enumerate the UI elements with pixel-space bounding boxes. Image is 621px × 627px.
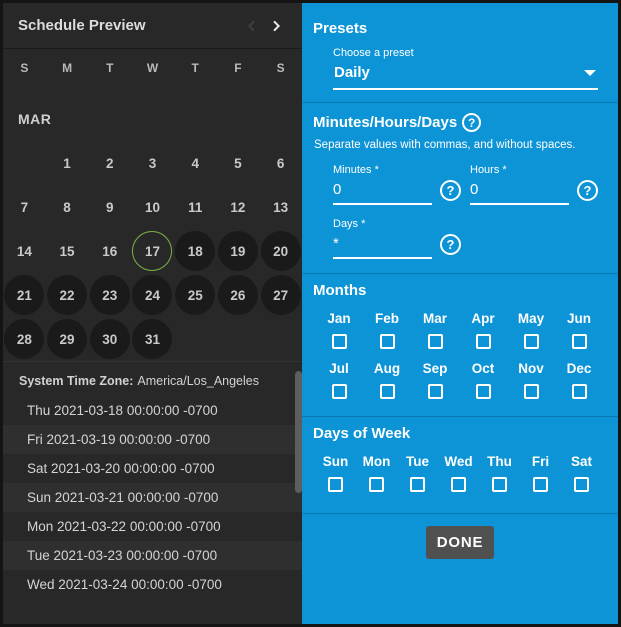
minutes-help-icon[interactable]: ? xyxy=(440,180,461,201)
day-circle: 13 xyxy=(273,199,289,215)
dow-thu-label: Thu xyxy=(487,454,512,469)
day-circle: 18 xyxy=(175,231,215,271)
calendar-day-11[interactable] xyxy=(174,185,217,229)
dow-sun-label: Sun xyxy=(322,454,349,469)
day-circle: 29 xyxy=(47,319,87,359)
calendar-day-21[interactable] xyxy=(3,273,46,317)
days-help-icon[interactable]: ? xyxy=(440,234,461,255)
month-dec-cell xyxy=(555,361,603,404)
month-may-checkbox[interactable] xyxy=(524,334,539,349)
timezone-value: America/Los_Angeles xyxy=(137,374,259,388)
dow-wed-checkbox[interactable] xyxy=(451,477,466,492)
month-dec-label: Dec xyxy=(566,361,592,376)
month-jan-cell xyxy=(315,311,363,354)
scrollbar-thumb[interactable] xyxy=(295,371,302,493)
calendar-day-13[interactable] xyxy=(259,185,302,229)
calendar-empty-cell xyxy=(3,141,46,185)
calendar-day-24[interactable] xyxy=(131,273,174,317)
day-circle: 24 xyxy=(132,275,172,315)
calendar-day-29[interactable] xyxy=(46,317,89,361)
month-jun-label: Jun xyxy=(566,311,591,326)
months-heading: Months xyxy=(313,282,367,299)
calendar-day-6[interactable] xyxy=(259,141,302,185)
footer-section xyxy=(302,513,618,573)
day-circle: 21 xyxy=(4,275,44,315)
day-circle: 26 xyxy=(218,275,258,315)
month-feb-checkbox[interactable] xyxy=(380,334,395,349)
calendar-day-27[interactable] xyxy=(259,273,302,317)
weekday-row xyxy=(3,49,302,87)
month-aug-checkbox[interactable] xyxy=(380,384,395,399)
calendar-day-22[interactable] xyxy=(46,273,89,317)
month-label: MAR xyxy=(18,111,52,127)
month-feb-cell xyxy=(363,311,411,354)
calendar-grid xyxy=(3,141,302,361)
month-oct-checkbox[interactable] xyxy=(476,384,491,399)
month-sep-checkbox[interactable] xyxy=(428,384,443,399)
day-circle: 3 xyxy=(148,155,157,171)
dow-mon-label: Mon xyxy=(362,454,391,469)
weekday-header: M xyxy=(62,61,73,75)
month-jun-checkbox[interactable] xyxy=(572,334,587,349)
preset-selected-value: Daily xyxy=(334,64,370,81)
month-may-label: May xyxy=(517,311,545,326)
day-circle: 17 xyxy=(132,231,172,271)
calendar-empty-cell xyxy=(259,317,302,361)
occurrence-row: Mon 2021-03-22 00:00:00 -0700 xyxy=(27,519,221,534)
month-oct-cell xyxy=(459,361,507,404)
calendar-day-28[interactable] xyxy=(3,317,46,361)
day-circle: 30 xyxy=(90,319,130,359)
schedule-editor-panel xyxy=(302,3,618,624)
month-aug-label: Aug xyxy=(373,361,401,376)
month-dec-checkbox[interactable] xyxy=(572,384,587,399)
occurrence-row: Fri 2021-03-19 00:00:00 -0700 xyxy=(3,425,302,454)
day-circle: 28 xyxy=(4,319,44,359)
calendar-empty-cell xyxy=(174,317,217,361)
day-circle: 31 xyxy=(132,319,172,359)
dow-fri-checkbox[interactable] xyxy=(533,477,548,492)
dow-mon-cell xyxy=(356,454,397,497)
calendar-day-26[interactable] xyxy=(217,273,260,317)
month-apr-label: Apr xyxy=(471,311,495,326)
month-jan-label: Jan xyxy=(327,311,351,326)
days-of-week-heading: Days of Week xyxy=(313,425,411,442)
calendar-day-1[interactable] xyxy=(46,141,89,185)
day-circle: 10 xyxy=(144,199,160,215)
calendar-day-14[interactable] xyxy=(3,229,46,273)
calendar-day-8[interactable] xyxy=(46,185,89,229)
dow-sun-cell xyxy=(315,454,356,497)
month-mar-cell xyxy=(411,311,459,354)
day-circle: 8 xyxy=(63,199,71,215)
month-jul-cell xyxy=(315,361,363,404)
day-circle: 14 xyxy=(16,243,32,259)
month-mar-checkbox[interactable] xyxy=(428,334,443,349)
panel-title: Schedule Preview xyxy=(18,17,146,34)
hours-help-icon[interactable]: ? xyxy=(577,180,598,201)
calendar-day-17[interactable] xyxy=(131,229,174,273)
month-feb-label: Feb xyxy=(374,311,399,326)
day-circle: 20 xyxy=(261,231,301,271)
weekday-header: T xyxy=(106,61,114,75)
calendar-day-12[interactable] xyxy=(217,185,260,229)
calendar-day-10[interactable] xyxy=(131,185,174,229)
dow-wed-label: Wed xyxy=(444,454,473,469)
occurrence-row: Sat 2021-03-20 00:00:00 -0700 xyxy=(27,461,215,476)
month-jul-label: Jul xyxy=(329,361,349,376)
occurrence-row: Sun 2021-03-21 00:00:00 -0700 xyxy=(3,483,302,512)
month-nov-checkbox[interactable] xyxy=(524,384,539,399)
month-oct-label: Oct xyxy=(471,361,495,376)
weekday-header: S xyxy=(276,61,285,75)
day-circle: 1 xyxy=(63,155,71,171)
month-jan-checkbox[interactable] xyxy=(332,334,347,349)
calendar-day-20[interactable] xyxy=(259,229,302,273)
dow-fri-cell xyxy=(520,454,561,497)
minutes-label: Minutes * xyxy=(333,164,379,176)
dow-thu-checkbox[interactable] xyxy=(492,477,507,492)
day-circle: 4 xyxy=(191,155,199,171)
help-icon[interactable]: ? xyxy=(462,113,481,132)
day-circle: 27 xyxy=(261,275,301,315)
calendar-empty-cell xyxy=(217,317,260,361)
chevron-down-icon xyxy=(584,70,596,76)
calendar-day-18[interactable] xyxy=(174,229,217,273)
month-jul-checkbox[interactable] xyxy=(332,384,347,399)
day-circle: 23 xyxy=(90,275,130,315)
month-aug-cell xyxy=(363,361,411,404)
day-circle: 2 xyxy=(106,155,114,171)
month-mar-label: Mar xyxy=(422,311,447,326)
next-month-icon[interactable] xyxy=(264,14,288,38)
weekday-header: F xyxy=(234,61,242,75)
months-grid xyxy=(315,311,618,404)
days-of-week-grid xyxy=(315,454,618,497)
prev-month-icon[interactable] xyxy=(240,14,264,38)
mhd-heading-text: Minutes/Hours/Days xyxy=(313,114,458,131)
month-jun-cell xyxy=(555,311,603,354)
calendar-day-7[interactable] xyxy=(3,185,46,229)
month-sep-label: Sep xyxy=(422,361,448,376)
calendar-day-19[interactable] xyxy=(217,229,260,273)
dow-thu-cell xyxy=(479,454,520,497)
preset-select[interactable] xyxy=(333,62,598,90)
dow-mon-checkbox[interactable] xyxy=(369,477,384,492)
days-input[interactable]: * xyxy=(333,235,432,259)
schedule-preview-panel xyxy=(3,3,302,624)
calendar-day-23[interactable] xyxy=(88,273,131,317)
day-circle: 19 xyxy=(218,231,258,271)
day-circle: 11 xyxy=(188,199,203,215)
hours-field-group xyxy=(470,164,598,205)
minutes-hours-days-section xyxy=(302,102,618,273)
day-circle: 7 xyxy=(20,199,29,215)
dow-sat-checkbox[interactable] xyxy=(574,477,589,492)
hours-label: Hours * xyxy=(470,164,507,176)
hours-input[interactable]: 0 xyxy=(470,181,569,205)
dow-fri-label: Fri xyxy=(531,454,550,469)
calendar-day-5[interactable] xyxy=(217,141,260,185)
calendar-day-2[interactable] xyxy=(88,141,131,185)
calendar-day-15[interactable] xyxy=(46,229,89,273)
weekday-header: S xyxy=(20,61,29,75)
day-circle: 12 xyxy=(230,199,246,215)
day-circle: 6 xyxy=(276,155,285,171)
weekday-header: W xyxy=(146,61,159,75)
months-section xyxy=(302,273,618,416)
calendar-day-9[interactable] xyxy=(88,185,131,229)
days-field-group xyxy=(333,218,461,259)
dow-tue-cell xyxy=(397,454,438,497)
calendar-day-30[interactable] xyxy=(88,317,131,361)
dow-tue-checkbox[interactable] xyxy=(410,477,425,492)
mhd-heading xyxy=(313,113,618,132)
minutes-input[interactable]: 0 xyxy=(333,181,432,205)
occurrence-row: Tue 2021-03-23 00:00:00 -0700 xyxy=(3,541,302,570)
month-apr-cell xyxy=(459,311,507,354)
calendar-day-16[interactable] xyxy=(88,229,131,273)
calendar-day-3[interactable] xyxy=(131,141,174,185)
presets-heading: Presets xyxy=(313,20,368,37)
preset-select-label: Choose a preset xyxy=(333,47,414,59)
day-circle: 16 xyxy=(102,243,118,259)
month-sep-cell xyxy=(411,361,459,404)
occurrence-row: Wed 2021-03-24 00:00:00 -0700 xyxy=(27,577,222,592)
dow-wed-cell xyxy=(438,454,479,497)
month-nov-cell xyxy=(507,361,555,404)
timezone-label: System Time Zone: xyxy=(19,374,134,388)
weekday-header: T xyxy=(191,61,199,75)
days-label: Days * xyxy=(333,218,366,230)
calendar-day-25[interactable] xyxy=(174,273,217,317)
presets-section xyxy=(302,3,618,102)
minutes-field-group xyxy=(333,164,461,205)
mhd-fields-row-2 xyxy=(333,218,618,259)
done-button[interactable]: DONE xyxy=(426,526,494,559)
day-circle: 25 xyxy=(175,275,215,315)
month-nov-label: Nov xyxy=(518,361,544,376)
day-circle: 5 xyxy=(234,155,242,171)
occurrence-list xyxy=(3,396,302,599)
dow-tue-label: Tue xyxy=(406,454,429,469)
day-circle: 9 xyxy=(106,199,114,215)
occurrence-row: Thu 2021-03-18 00:00:00 -0700 xyxy=(27,403,218,418)
month-apr-checkbox[interactable] xyxy=(476,334,491,349)
month-may-cell xyxy=(507,311,555,354)
timezone-line xyxy=(3,362,302,396)
dow-sat-label: Sat xyxy=(570,454,592,469)
calendar-header xyxy=(3,3,302,49)
day-circle: 15 xyxy=(59,243,75,259)
calendar-day-31[interactable] xyxy=(131,317,174,361)
dow-sat-cell xyxy=(561,454,602,497)
days-of-week-section xyxy=(302,416,618,513)
calendar-day-4[interactable] xyxy=(174,141,217,185)
mhd-fields-row-1 xyxy=(333,164,618,205)
dow-sun-checkbox[interactable] xyxy=(328,477,343,492)
mhd-subtext: Separate values with commas, and without spaces. xyxy=(314,139,576,151)
day-circle: 22 xyxy=(47,275,87,315)
